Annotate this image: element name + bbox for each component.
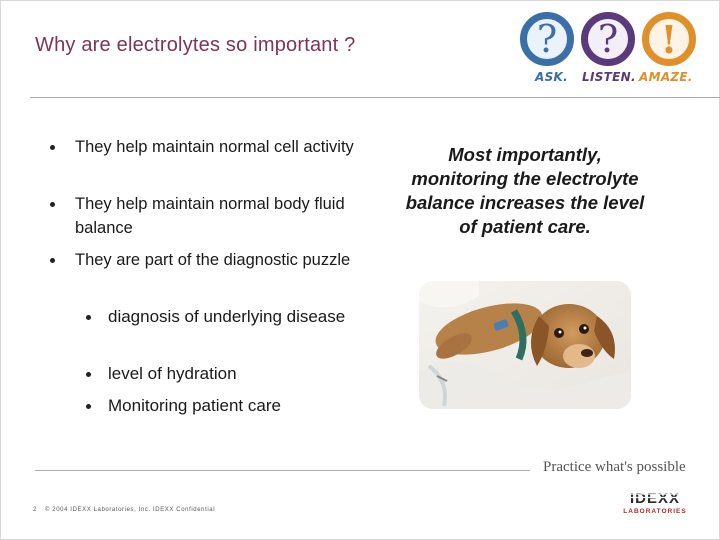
sub-bullet-item	[108, 305, 348, 329]
bullet-dot-icon	[50, 145, 55, 150]
bullet-text: They are part of the diagnostic puzzle	[75, 251, 351, 269]
idexx-brand-text: IDEXX	[629, 490, 681, 507]
slide-title: Why are electrolytes so important ?	[35, 34, 356, 56]
bullet-item	[75, 248, 375, 272]
callout-text: Most importantly, monitoring the electrolyte balance increases the level of patient care.	[405, 144, 645, 237]
puppy-photo	[419, 281, 631, 409]
copyright-text: © 2004 IDEXX Laboratories, Inc. IDEXX Confidential	[45, 507, 216, 513]
idexx-sub-text: LABORATORIES	[623, 508, 687, 515]
logo-caption-listen: LISTEN.	[582, 70, 636, 84]
title-divider	[30, 97, 720, 98]
footer-divider	[35, 470, 530, 471]
footer-tagline: Practice what's possible	[543, 459, 686, 475]
sub-bullet-item	[108, 394, 348, 418]
dog-image-icon	[419, 281, 631, 409]
sub-bullet-item	[108, 362, 348, 386]
ask-listen-amaze-logo	[518, 12, 698, 88]
bullet-text: They help maintain normal body fluid balance	[75, 195, 345, 237]
bullet-item	[75, 192, 375, 240]
question-mark-icon: ?	[520, 12, 574, 66]
page-number: 2	[33, 507, 37, 513]
sub-bullet-text: diagnosis of underlying disease	[108, 307, 346, 326]
bullet-dot-icon	[86, 372, 91, 377]
logo-caption-amaze: AMAZE.	[639, 70, 693, 84]
bullet-dot-icon	[86, 315, 91, 320]
bullet-dot-icon	[86, 404, 91, 409]
bullet-dot-icon	[50, 202, 55, 207]
bullet-item	[75, 135, 375, 159]
idexx-logo	[618, 488, 692, 516]
question-mark-icon: ?	[581, 12, 635, 66]
logo-caption-ask: ASK.	[535, 70, 568, 84]
bullet-dot-icon	[50, 258, 55, 263]
exclamation-mark-icon: !	[642, 12, 696, 66]
sub-bullet-text: Monitoring patient care	[108, 396, 281, 415]
sub-bullet-text: level of hydration	[108, 364, 237, 383]
bullet-text: They help maintain normal cell activity	[75, 138, 354, 156]
idexx-logo-icon	[618, 488, 692, 516]
